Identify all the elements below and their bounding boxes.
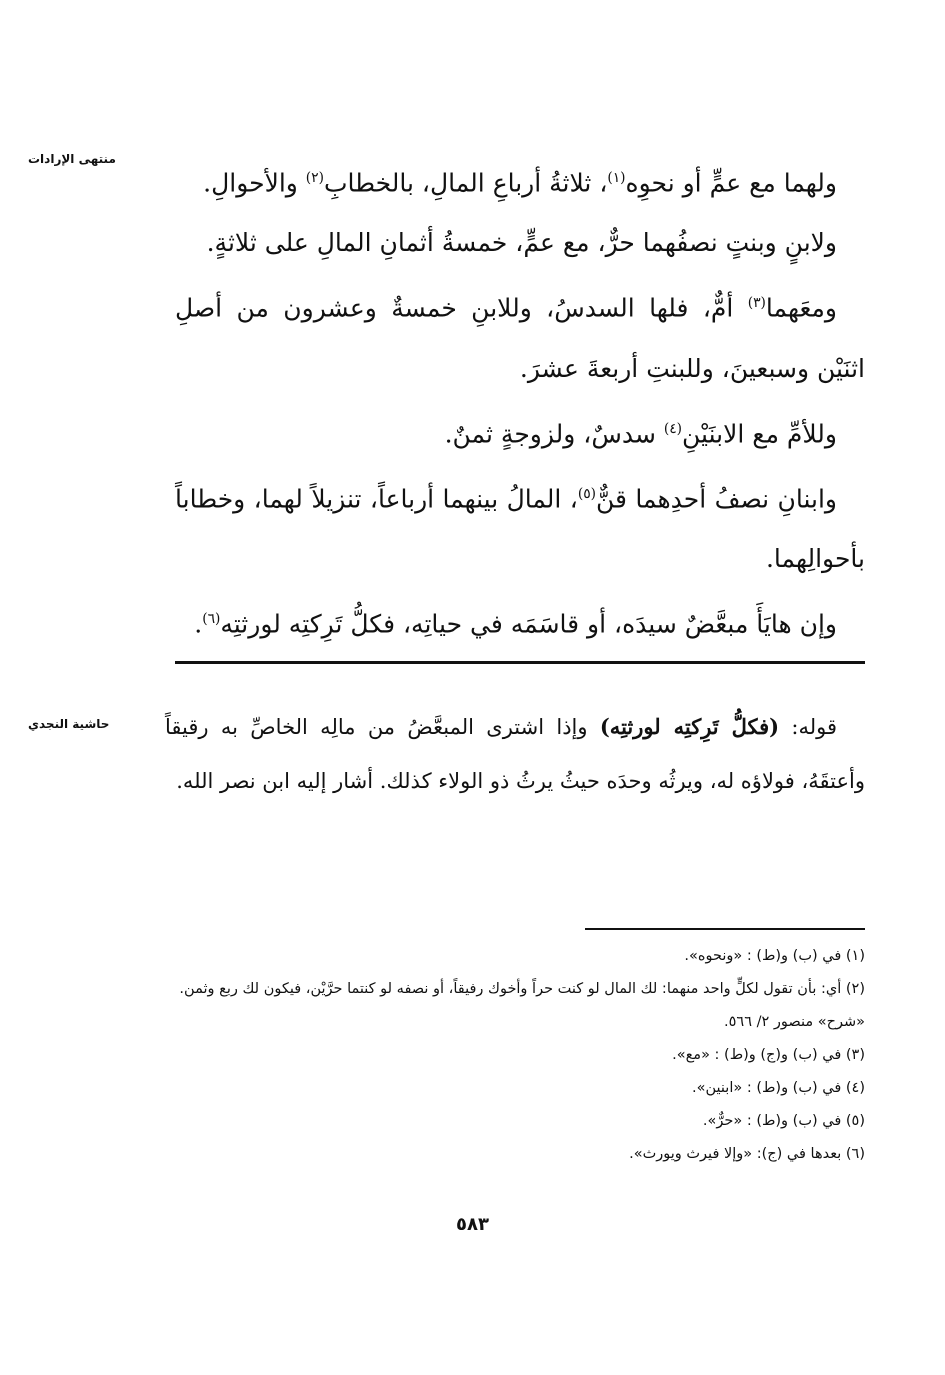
- main-paragraph-text: ومعَهما: [765, 293, 837, 323]
- footnote: (٤) في (ب) و(ط) : «ابنين».: [692, 1080, 865, 1096]
- hashiya-body: وإذا اشترى المبعَّضُ من مالِه الخاصِّ به رقيقاً وأعتقَهُ، فولاؤه له، ويرثُه وحدَه حيثُ يرثُ ذو الولاء كذلك. أشار إليه ابن نصر الله.: [165, 715, 865, 793]
- footnote: (١) في (ب) و(ط) : «ونحوه».: [684, 948, 865, 964]
- hashiya-quote: (فكلُّ تَرِكتِه لورثتِه): [599, 714, 780, 739]
- main-paragraph: [175, 213, 865, 273]
- main-paragraph-text: سدسٌ، ولزوجةٍ ثمنٌ.: [444, 418, 664, 448]
- main-paragraph-text: ، ثلاثةُ أرباعِ المالِ، بالخطابِ: [323, 168, 608, 198]
- footnote-ref[interactable]: (٦): [202, 611, 221, 628]
- main-paragraph-text: وابنانِ نصفُ أحدِهما قنٌّ: [595, 484, 837, 514]
- side-label-hashiya: حاشية النجدي: [28, 717, 110, 731]
- main-paragraph: [175, 589, 865, 663]
- footnote-divider: [585, 928, 865, 930]
- footnote: (٦) بعدها في (ج): «وإلا فيرث ويورث».: [629, 1146, 865, 1162]
- footnote-ref[interactable]: (٣): [747, 295, 766, 312]
- main-text: [175, 148, 865, 664]
- main-paragraph-text: ولابنٍ وبنتٍ نصفُهما حرٌّ، مع عمٍّ، خمسةُ أثمانِ المالِ على ثلاثةٍ.: [206, 228, 837, 258]
- footnotes: [175, 940, 865, 1171]
- hashiya-commentary: [165, 700, 865, 808]
- main-paragraph: [175, 399, 865, 464]
- main-paragraph-text: أمٌّ، فلها السدسُ، وللابنِ خمسةٌ وعشرون من أصلِ اثنَيْن وسبعينَ، وللبنتِ أربعةَ عشرَ.: [175, 293, 865, 383]
- main-paragraph-text: والأحوالِ.: [203, 168, 306, 198]
- footnote: (٥) في (ب) و(ط) : «حرٌّ».: [702, 1113, 865, 1129]
- page-number: ٥٨٣: [456, 1214, 489, 1235]
- footnote-ref[interactable]: (٥): [577, 485, 596, 502]
- main-paragraph: [175, 464, 865, 589]
- footnote: (٣) في (ب) و(ج) و(ط) : «مع».: [672, 1047, 865, 1063]
- main-paragraph: [175, 273, 865, 398]
- footnote: (٢) أي: بأن تقول لكلٍّ واحد منهما: لك المال لو كنت حراً وأخوك رفيقاً، أو نصفه لو كنتما حرَّيْن، فيكون لك ربع وثمن. «شرح» منصور ٢/ ٥٦٦.: [179, 981, 865, 1030]
- main-paragraph-text: وإن هايَأَ مبعَّضٌ سيدَه، أو قاسَمَه في حياتِه، فكلُّ تَرِكتِه لورثتِه: [220, 609, 837, 639]
- footnote-ref[interactable]: (٤): [663, 420, 683, 437]
- main-paragraph-text: .: [194, 609, 203, 639]
- main-paragraph-text: ولهما مع عمٍّ أو نحوِه: [625, 168, 837, 198]
- footnote-ref[interactable]: (١): [607, 170, 626, 186]
- side-label-main: منتهى الإرادات: [28, 152, 116, 166]
- main-paragraph-text: ، المالُ بينهما أرباعاً، تنزيلاً لهما، وخطاباً بأحوالِهما.: [175, 484, 865, 574]
- hashiya-paragraph: [165, 700, 865, 808]
- main-paragraph-text: وللأمِّ مع الابنَيْنِ: [682, 418, 837, 448]
- footnote-ref[interactable]: (٢): [305, 170, 324, 186]
- main-paragraph: [175, 148, 865, 213]
- hashiya-prefix: قوله:: [779, 715, 838, 739]
